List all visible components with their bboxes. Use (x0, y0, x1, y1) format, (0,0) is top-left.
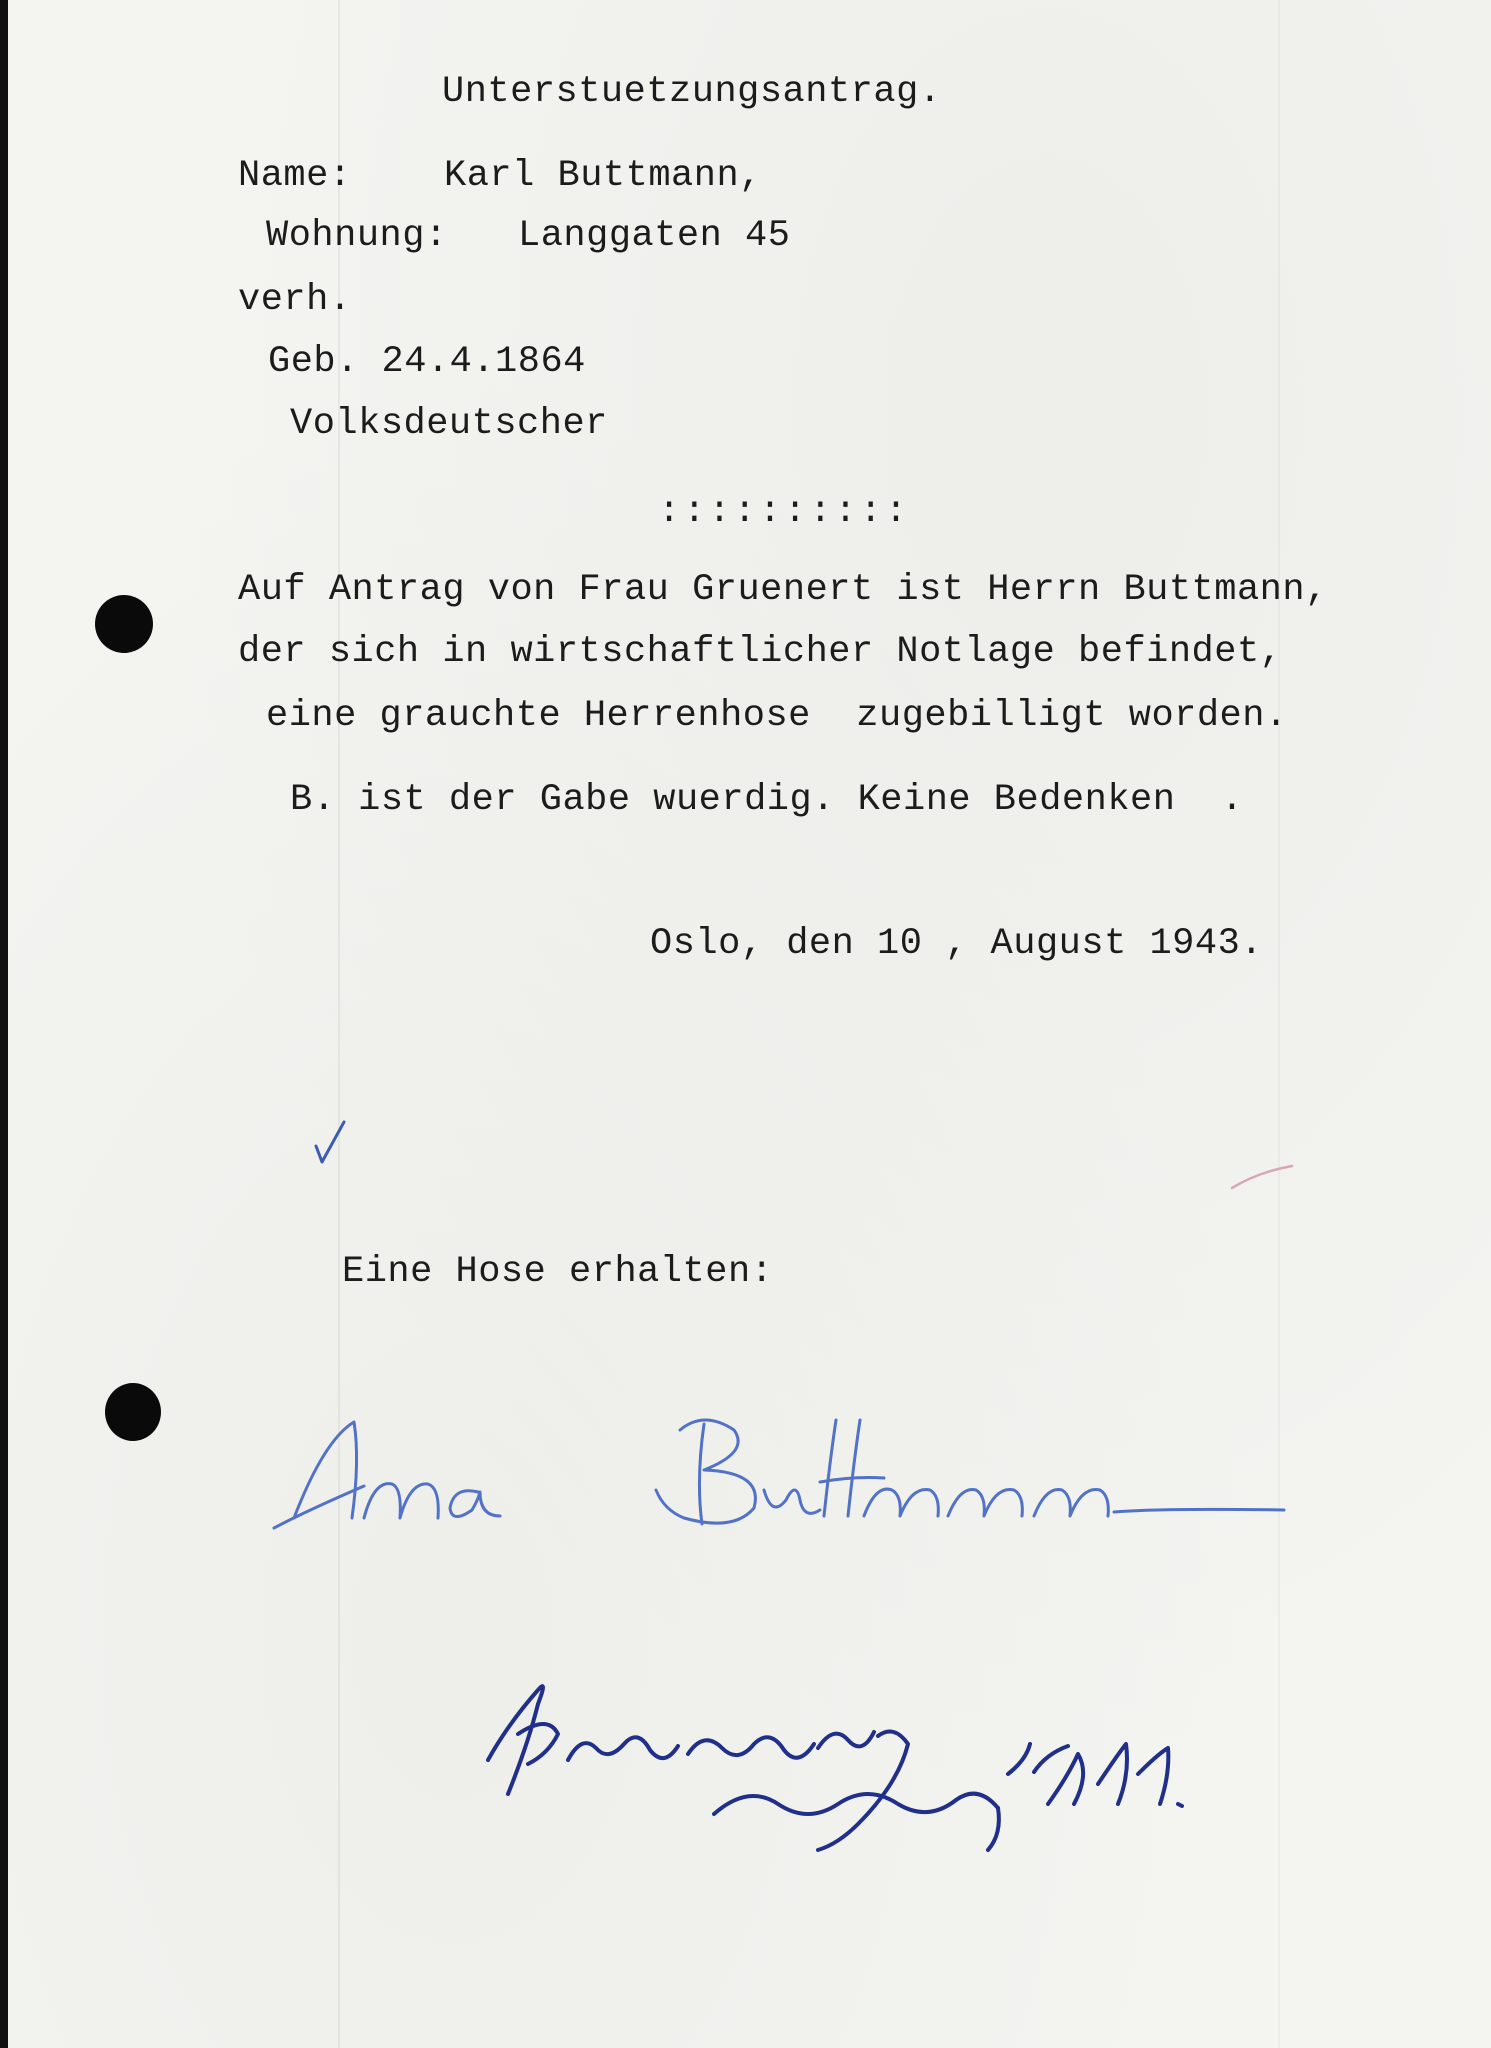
body-line: Auf Antrag von Frau Gruenert ist Herrn Buttmann, (238, 569, 1328, 611)
receipt-label: Eine Hose erhalten: (342, 1251, 774, 1293)
document-title: Unterstuetzungsantrag. (442, 71, 942, 113)
separator-line: :::::::::: (658, 491, 911, 533)
approval-signature (478, 1664, 1198, 1864)
body-line: der sich in wirtschaftlicher Notlage befindet, (238, 631, 1283, 673)
punch-hole (105, 1383, 161, 1441)
scan-border (0, 0, 8, 2048)
wohnung-label: Wohnung: (266, 215, 448, 257)
body-line: B. ist der Gabe wuerdig. Keine Bedenken . (290, 779, 1244, 821)
punch-hole (95, 595, 153, 653)
name-value: Karl Buttmann, (444, 155, 762, 197)
name-label: Name: (238, 155, 352, 197)
recipient-signature (264, 1400, 1304, 1540)
wohnung-value: Langgaten 45 (518, 215, 791, 257)
marital-status: verh. (238, 279, 352, 321)
body-line: eine grauchte Herrenhose zugebilligt worden. (266, 695, 1288, 737)
date-line: Oslo, den 10 , August 1943. (650, 923, 1263, 965)
document-page (8, 0, 1491, 2048)
ink-smudge (1228, 1162, 1298, 1192)
origin-status: Volksdeutscher (290, 403, 608, 445)
paper-crease (1278, 0, 1280, 2048)
birth-date: Geb. 24.4.1864 (268, 341, 586, 383)
check-mark-icon (310, 1118, 350, 1168)
